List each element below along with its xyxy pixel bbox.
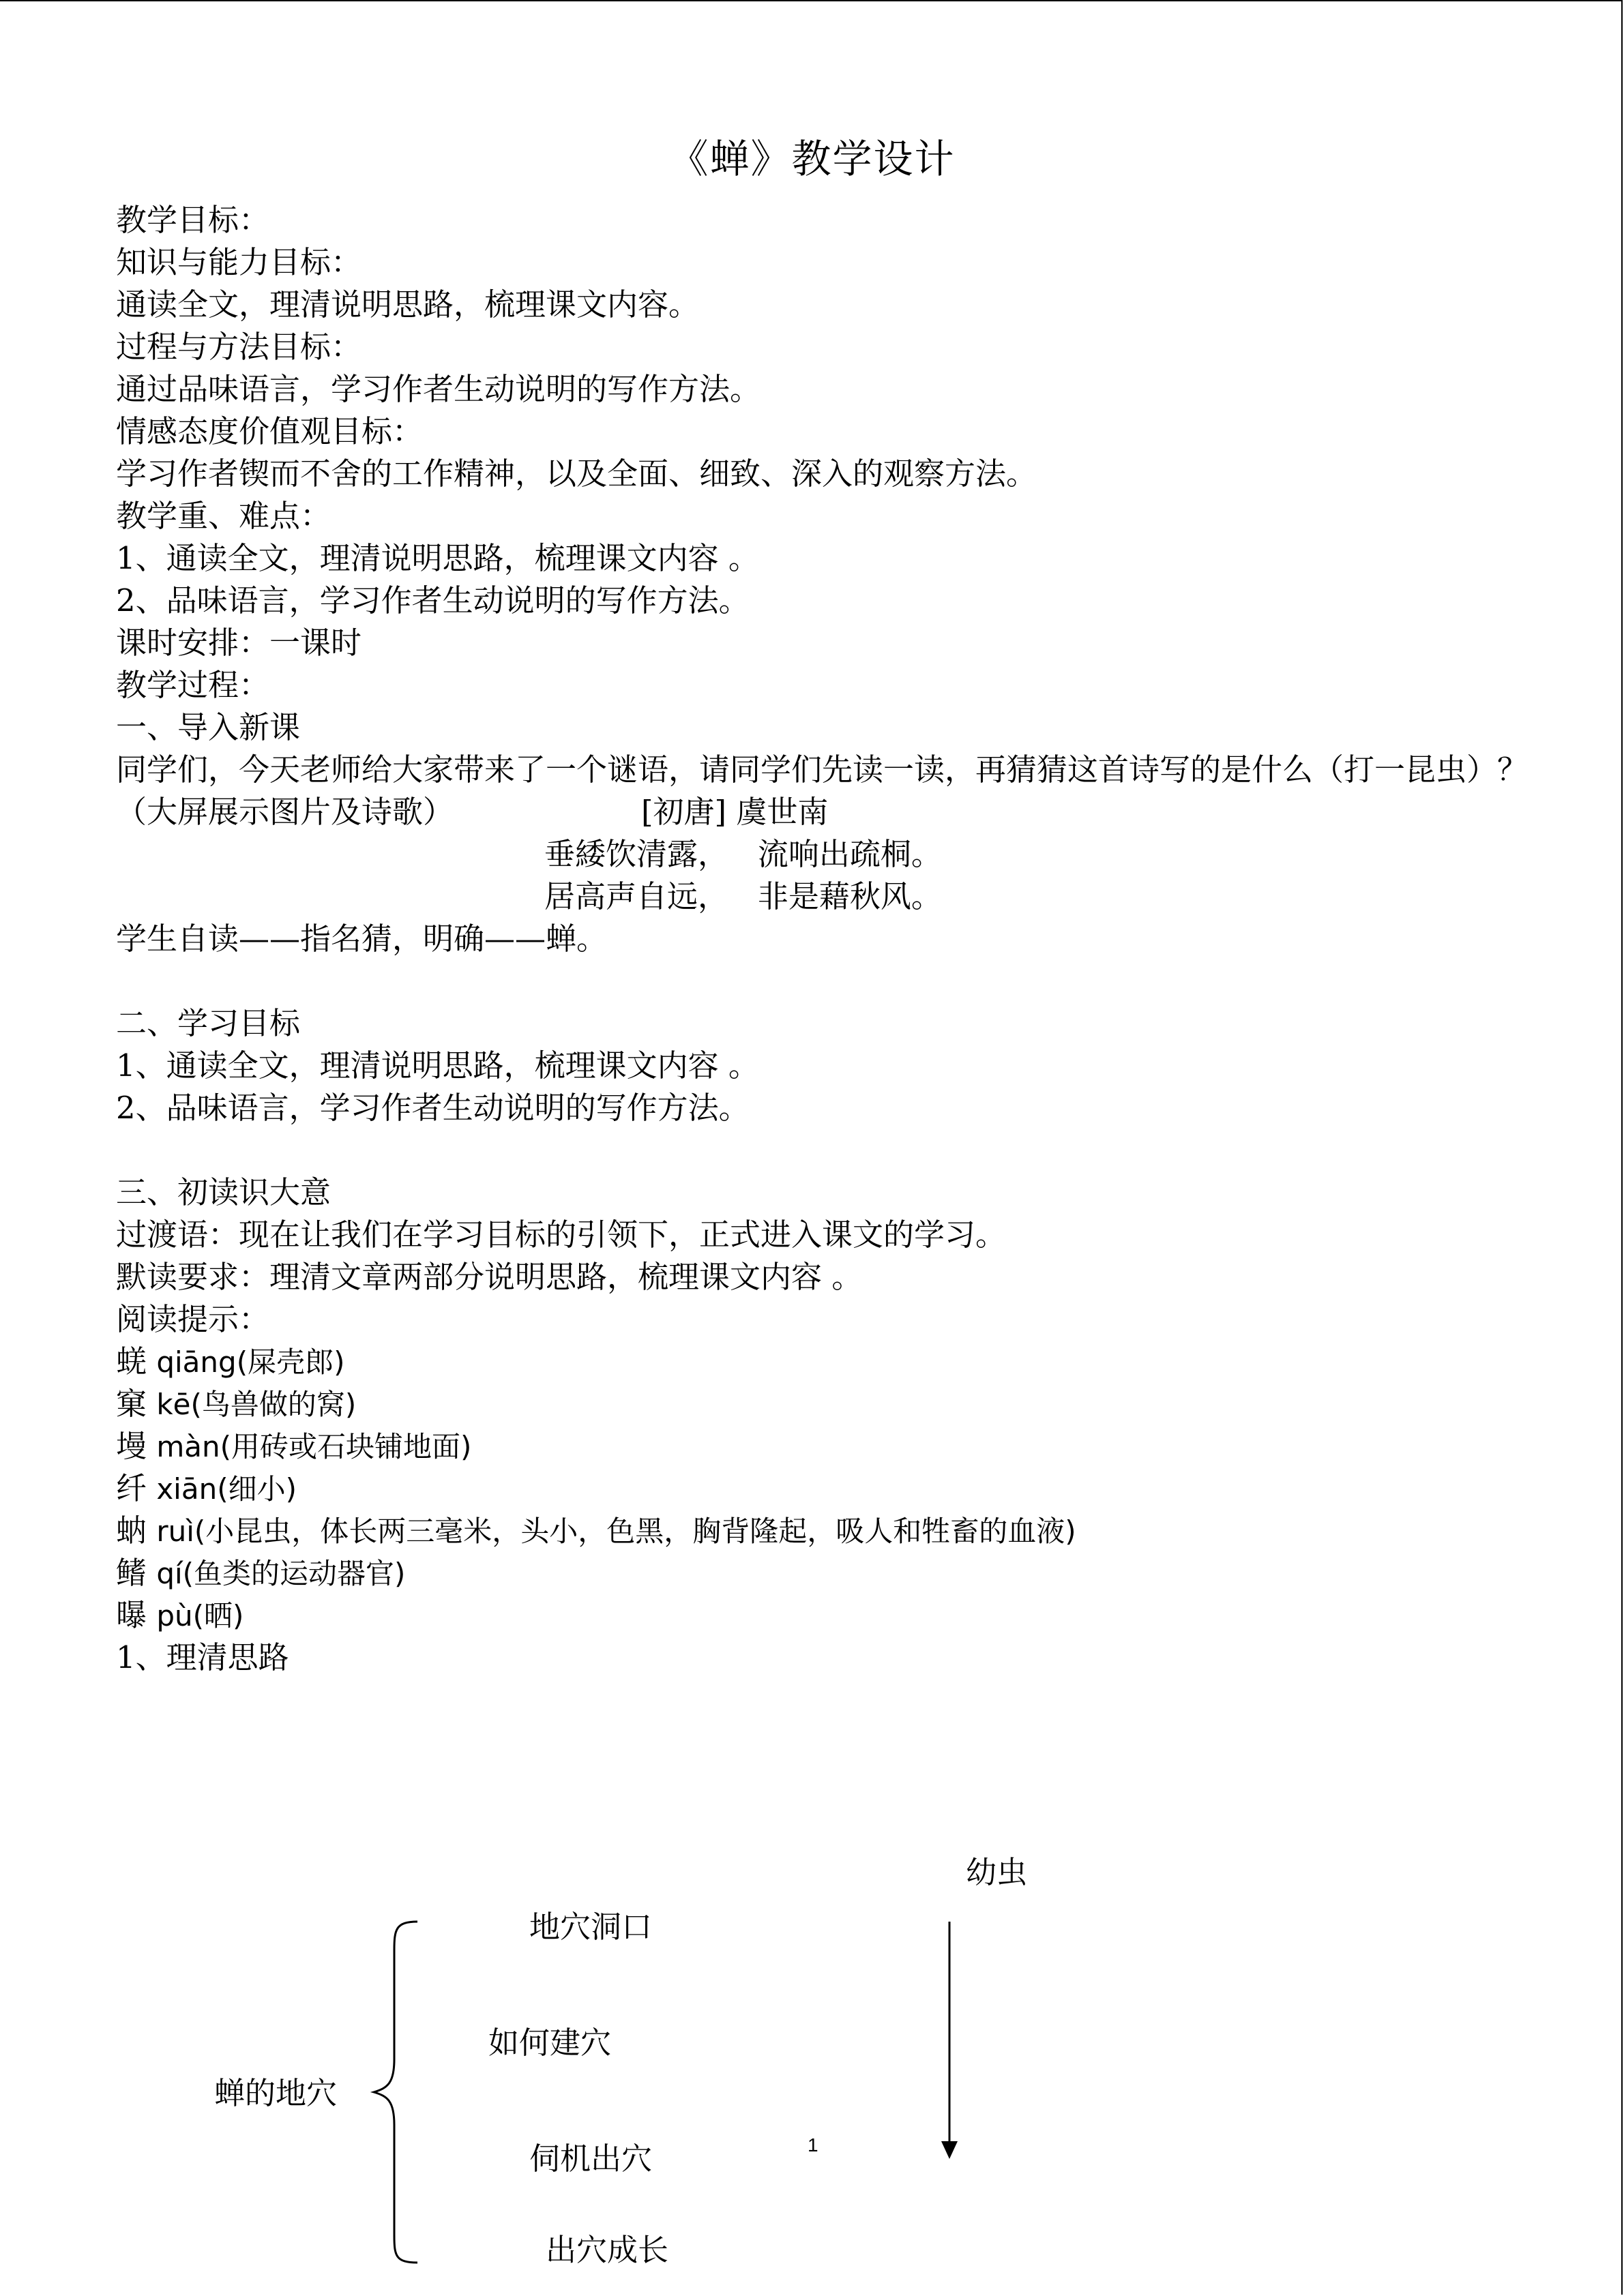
text-line: 2、品味语言，学习作者生动说明的写作方法。 xyxy=(116,582,750,618)
list-item: 2、品味语言，学习作者生动说明的写作方法。 xyxy=(116,1090,750,1126)
vocab-pinyin: pù xyxy=(156,1599,193,1632)
vocab-meaning: (小昆虫，体长两三毫米，头小，色黑，胸背隆起，吸人和牲畜的血液) xyxy=(194,1515,1076,1548)
vocab-char: 纤 xyxy=(116,1470,147,1506)
vocab-char: 窠 xyxy=(116,1386,147,1422)
poem-author: [初唐] 虞世南 xyxy=(641,794,829,830)
vocab-pinyin: màn xyxy=(156,1430,220,1463)
text-line: 学习作者锲而不舍的工作精神，以及全面、细致、深入的观察方法。 xyxy=(116,456,1037,492)
diagram-branch-label: 出穴成长 xyxy=(546,2232,669,2268)
text-line: 过程与方法目标： xyxy=(116,329,362,365)
vocab-pinyin: xiān xyxy=(156,1472,218,1506)
poem-line: 居高声自远， 非是藉秋风。 xyxy=(544,878,942,914)
vocab-char: 墁 xyxy=(116,1428,147,1464)
left-brace xyxy=(374,1922,417,2263)
vocab-pinyin: kē xyxy=(156,1388,191,1421)
vocab-meaning: (鸟兽做的窝) xyxy=(190,1388,357,1421)
arrow-label: 幼虫 xyxy=(966,1854,1028,1890)
vocab-pinyin: ruì xyxy=(156,1515,194,1548)
text-line: 默读要求：理清文章两部分说明思路，梳理课文内容 。 xyxy=(116,1259,863,1295)
vocab-meaning: (用砖或石块铺地面) xyxy=(220,1430,472,1463)
vocab-char: 蜣 xyxy=(116,1343,147,1380)
vocab-meaning: (鱼类的运动器官) xyxy=(182,1557,406,1590)
vocab-char: 曝 xyxy=(116,1597,147,1633)
list-item: 1、通读全文，理清说明思路，梳理课文内容 。 xyxy=(116,1047,759,1084)
diagram-branch-label: 地穴洞口 xyxy=(529,1909,653,1945)
vocab-pinyin: qí xyxy=(156,1557,183,1590)
vocab-meaning: (屎壳郎) xyxy=(236,1345,345,1379)
text-line: 一、导入新课 xyxy=(116,709,301,745)
page-number: 1 xyxy=(808,2134,818,2156)
text-line: 知识与能力目标： xyxy=(116,244,362,280)
arrow-head xyxy=(941,2141,958,2159)
vocab-meaning: (细小) xyxy=(217,1472,297,1506)
text-line: 阅读提示： xyxy=(116,1301,270,1337)
text-line: 学生自读——指名猜，明确——蝉。 xyxy=(116,921,608,957)
poem-intro: （大屏展示图片及诗歌） xyxy=(116,794,454,830)
vocab-meaning: (晒) xyxy=(192,1599,244,1632)
text-line: 情感态度价值观目标： xyxy=(116,413,424,449)
vocab-char: 蚋 xyxy=(116,1512,147,1549)
diagram-branch-label: 伺机出穴 xyxy=(529,2141,653,2177)
text-line: 通过品味语言，学习作者生动说明的写作方法。 xyxy=(116,371,761,407)
poem-line: 垂緌饮清露， 流响出疏桐。 xyxy=(544,836,942,872)
section-heading: 三、初读识大意 xyxy=(116,1174,331,1210)
text-line: 通读全文，理清说明思路，梳理课文内容。 xyxy=(116,286,700,323)
text-line: 过渡语：现在让我们在学习目标的引领下，正式进入课文的学习。 xyxy=(116,1217,1007,1253)
text-line: 教学目标： xyxy=(116,202,270,238)
text-line: 课时安排：一课时 xyxy=(116,625,362,661)
vocab-pinyin: qiāng xyxy=(156,1345,237,1379)
text-line: 1、通读全文，理清说明思路，梳理课文内容 。 xyxy=(116,540,759,576)
diagram-root-label: 蝉的地穴 xyxy=(214,2075,338,2111)
vocab-char: 鳍 xyxy=(116,1555,147,1591)
riddle-intro: 同学们，今天老师给大家带来了一个谜语，请同学们先读一读，再猜猜这首诗写的是什么（打一昆虫）？ xyxy=(116,751,1529,788)
sub-heading: 1、理清思路 xyxy=(116,1639,289,1675)
diagram-branch-label: 如何建穴 xyxy=(488,2025,612,2061)
text-line: 教学过程： xyxy=(116,667,270,703)
page-title: 《蝉》教学设计 xyxy=(668,136,956,182)
text-line: 教学重、难点： xyxy=(116,498,331,534)
section-heading: 二、学习目标 xyxy=(116,1005,301,1041)
